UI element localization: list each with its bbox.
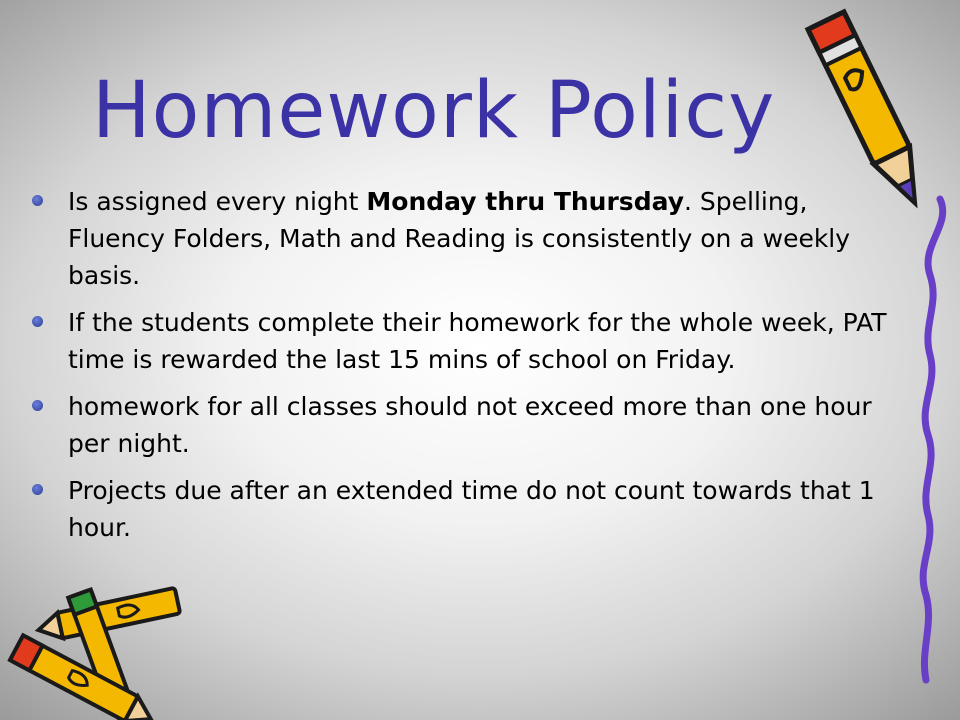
- bullet-bold-text: Monday thru Thursday: [366, 187, 684, 216]
- bullet-dot-icon: [32, 400, 43, 411]
- bullet-dot-icon: [32, 484, 43, 495]
- bullet-text: If the students complete their homework for the whole week, PAT time is rewarded the last 15 mins of school on Friday.: [68, 308, 887, 374]
- bullet-text: homework for all classes should not exceed more than one hour per night.: [68, 392, 872, 458]
- squiggle-line-icon: [900, 195, 960, 685]
- bullet-text-continued: . Spelling, Fluency Folders, Math and Reading is consistently on a weekly basis.: [68, 187, 851, 290]
- bullet-list: [28, 183, 888, 556]
- bullet-dot-icon: [32, 316, 43, 327]
- bullet-dot-icon: [32, 195, 43, 206]
- bullet-text: Is assigned every night: [68, 187, 367, 216]
- bullet-text: Projects due after an extended time do not count towards that 1 hour.: [68, 476, 875, 542]
- bullet-item: [28, 388, 888, 462]
- bullet-item: [28, 304, 888, 378]
- crossed-pencils-icon: [0, 580, 200, 720]
- bullet-item: [28, 472, 888, 546]
- slide-title: Homework Policy: [92, 66, 776, 156]
- bullet-item: [28, 183, 888, 294]
